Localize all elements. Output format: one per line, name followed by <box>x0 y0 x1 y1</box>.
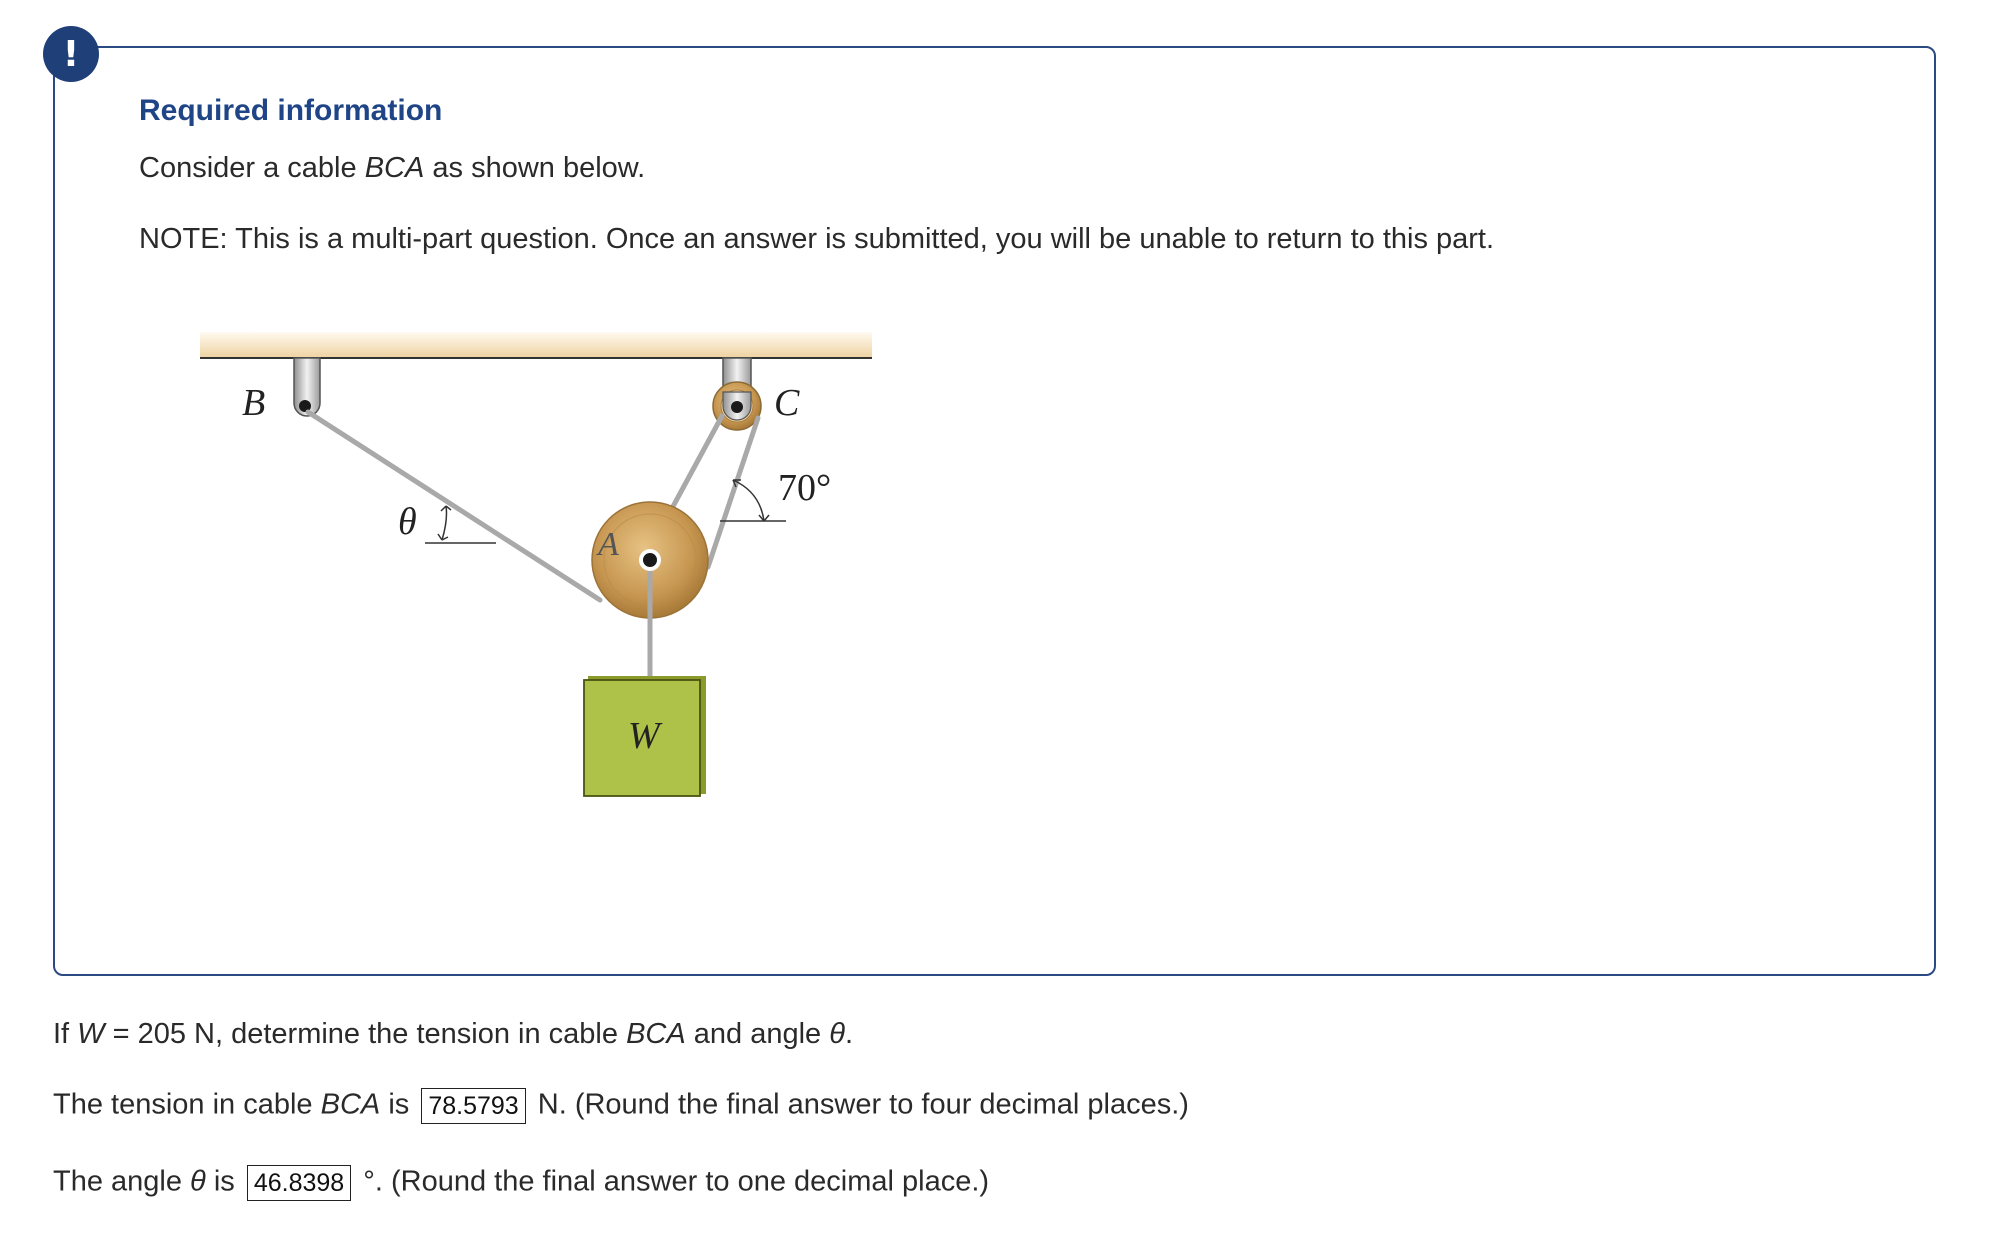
label-c: C <box>774 382 800 424</box>
alert-icon: ! <box>43 26 99 82</box>
angle-answer-line: The angle θ is 46.8398 °. (Round the final answer to one decimal place.) <box>53 1165 989 1201</box>
label-a: A <box>598 526 619 563</box>
label-b: B <box>242 382 266 424</box>
label-w: W <box>628 715 660 757</box>
label-70-degrees: 70° <box>778 467 832 509</box>
anchor-b <box>294 358 320 416</box>
tension-answer-line: The tension in cable BCA is 78.5793 N. (Round the final answer to four decimal places.) <box>53 1088 1189 1124</box>
label-theta: θ <box>398 501 417 543</box>
angle-answer-field[interactable]: 46.8398 <box>247 1165 351 1201</box>
note-text: NOTE: This is a multi-part question. Once an answer is submitted, you will be unable to return to this part. <box>139 223 1495 255</box>
question-statement: If W = 205 N, determine the tension in cable BCA and angle θ. <box>53 1018 854 1050</box>
intro-text: Consider a cable BCA as shown below. <box>139 152 646 184</box>
ceiling <box>200 332 872 358</box>
cable-pulley-diagram <box>190 320 890 810</box>
tension-answer-field[interactable]: 78.5793 <box>421 1088 525 1124</box>
required-info-heading: Required information <box>139 94 443 127</box>
